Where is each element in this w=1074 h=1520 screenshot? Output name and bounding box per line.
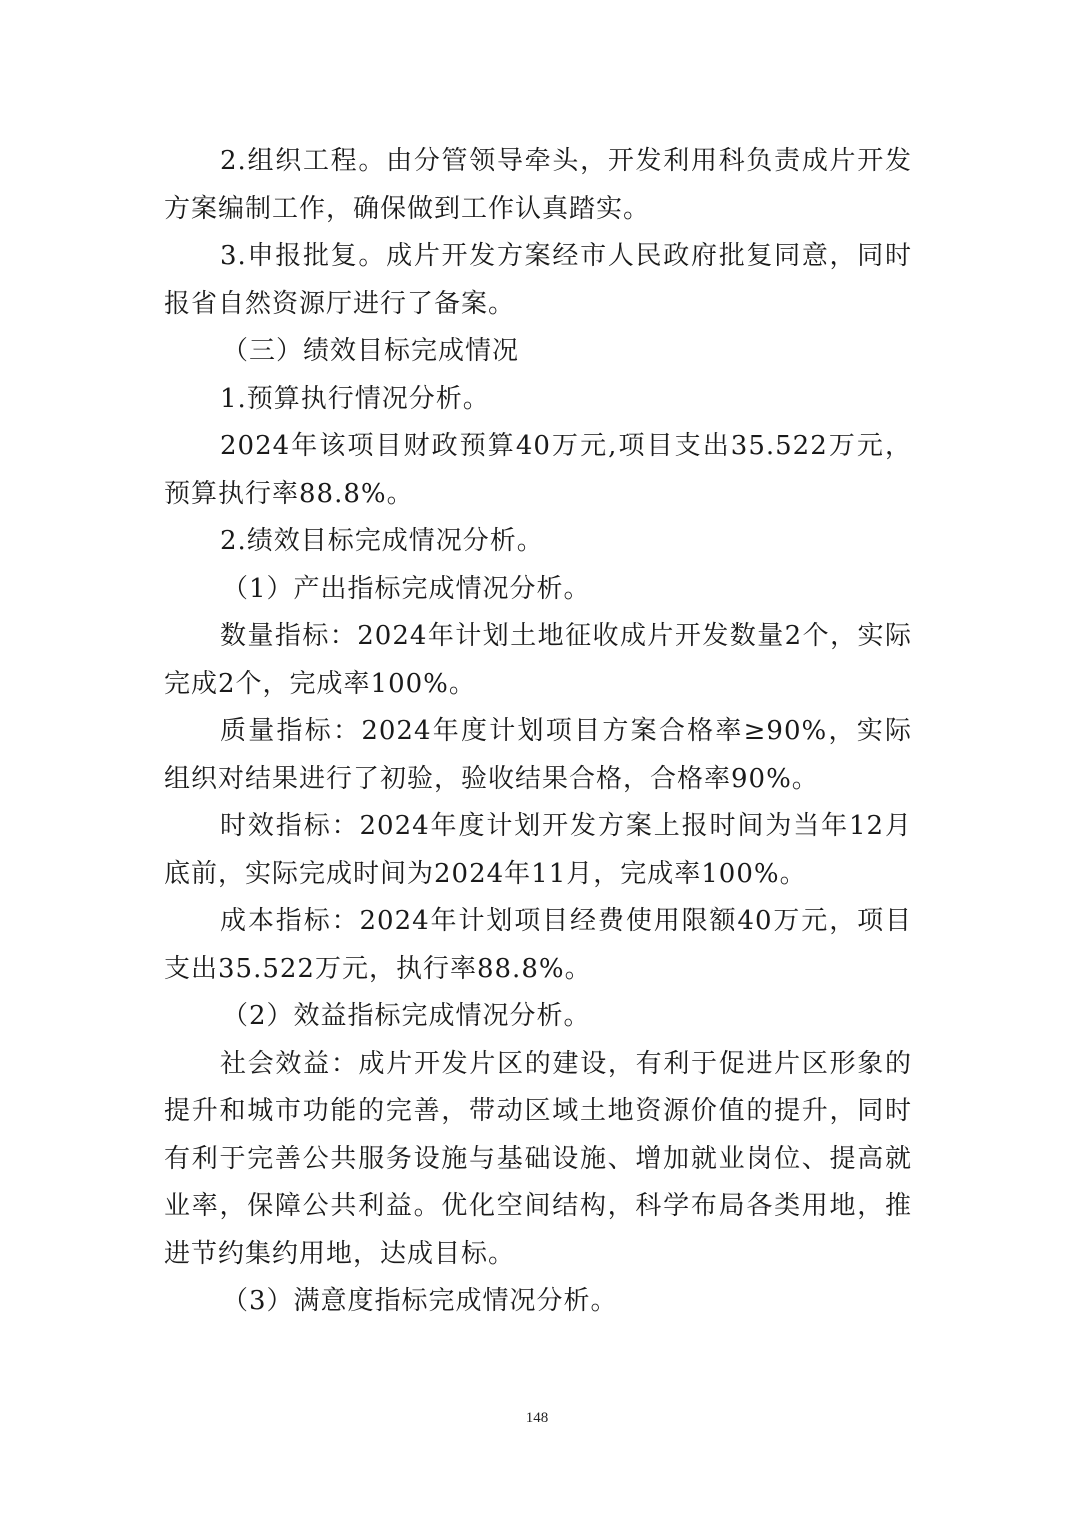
paragraph-cost-indicator: 成本指标：2024年计划项目经费使用限额40万元，项目支出35.522万元，执行率88.8%。: [164, 906, 912, 984]
body-text: [164, 138, 912, 1326]
paragraph-timeliness-indicator: 时效指标：2024年度计划开发方案上报时间为当年12月底前，实际完成时间为2024年11月，完成率100%。: [164, 811, 912, 889]
section-heading-performance-goals: （三）绩效目标完成情况: [222, 336, 520, 366]
subheading-output-indicators: （1）产出指标完成情况分析。: [222, 573, 591, 604]
subheading-goal-completion: 2.绩效目标完成情况分析。: [220, 526, 544, 556]
paragraph-quality-indicator: 质量指标：2024年度计划项目方案合格率≥90%，实际组织对结果进行了初验，验收结果合格，合格率90%。: [164, 716, 912, 794]
paragraph-report-approval: 3.申报批复。成片开发方案经市人民政府批复同意，同时报省自然资源厅进行了备案。: [164, 241, 912, 319]
paragraph-social-benefit: 社会效益：成片开发片区的建设，有利于促进片区形象的提升和城市功能的完善，带动区域土地资源价值的提升，同时有利于完善公共服务设施与基础设施、增加就业岗位、提高就业率，保障公共利益。优化空间结构，科学布局各类用地，推进节约集约用地，达成目标。: [164, 1048, 912, 1269]
subheading-benefit-indicators: （2）效益指标完成情况分析。: [222, 1001, 591, 1031]
paragraph-budget-figures: 2024年该项目财政预算40万元,项目支出35.522万元，预算执行率88.8%。: [164, 431, 912, 509]
subheading-satisfaction-indicators: （3）满意度指标完成情况分析。: [222, 1286, 618, 1316]
paragraph-organize-project: 2.组织工程。由分管领导牵头，开发利用科负责成片开发方案编制工作，确保做到工作认真踏实。: [164, 146, 912, 224]
subheading-budget-execution: 1.预算执行情况分析。: [220, 383, 490, 414]
paragraph-quantity-indicator: 数量指标：2024年计划土地征收成片开发数量2个，实际完成2个，完成率100%。: [164, 621, 912, 699]
page-number: 148: [525, 1410, 549, 1426]
